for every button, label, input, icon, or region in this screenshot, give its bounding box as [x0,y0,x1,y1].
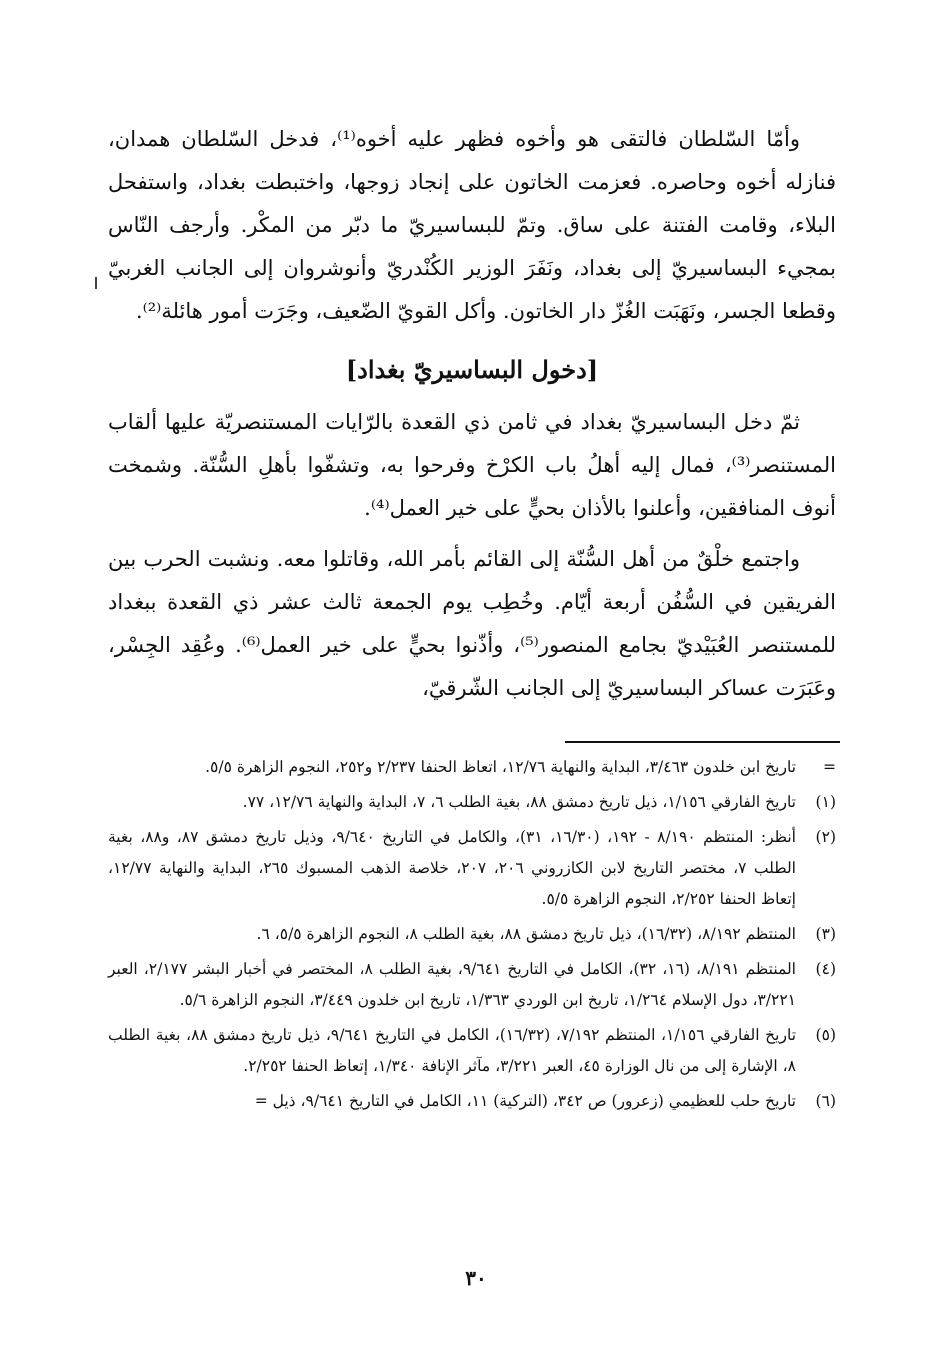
main-text-body [108,118,836,710]
footnote-marker: (٦) [815,1092,836,1110]
margin-mark [95,277,97,289]
paragraph-2: ثمّ دخل البساسيريّ بغداد في ثامن ذي القعدة بالرّايات المستنصريّة عليها ألقاب المستنصر⁽³⁾، فمال إليه أهلُ باب الكرْخ وفرحوا به، وتشفّوا بأهلِ السُّنّة. وشمخت أنوف المنافقين، وأعلنوا بالأذان بحيٍّ على خير العمل⁽⁴⁾. [108,410,836,520]
footnote-4 [108,954,836,1016]
footnote-separator-line [565,741,840,743]
footnote-marker: (٤) [815,960,836,978]
footnote-text: تاريخ حلب للعظيمي (زعرور) ص ٣٤٢، (التركية) ١١، الكامل في التاريخ ٩/٦٤١، ذيل = [254,1092,796,1110]
footnote-marker: (١) [815,793,836,811]
footnotes-section [108,752,836,1121]
footnote-3 [108,919,836,950]
page-number: ٣٠ [465,1266,487,1290]
footnote-text: تاريخ الفارقي ١/١٥٦، ذيل تاريخ دمشق ٨٨، بغية الطلب ٦، ٧، البداية والنهاية ١٢/٧٦، ٧٧. [242,793,796,811]
footnote-text: المنتظم ٨/١٩٢، (١٦/٣٢)، ذيل تاريخ دمشق ٨٨، بغية الطلب ٨، النجوم الزاهرة ٥/٥، ٦. [256,925,796,943]
paragraph-1: وأمّا السّلطان فالتقى هو وأخوه فظهر عليه أخوه⁽¹⁾، فدخل السّلطان همدان، فنازله أخوه وحاصره. فعزمت الخاتون على إنجاد زوجها، واختبطت بغداد، واستفحل البلاء، وقامت الفتنة على ساق. وتمّ للبساسيريّ ما دبّر من المكْر. وأرجف النّاس بمجيء البساسيريّ إلى بغداد، ونَفَرَ الوزير الكُنْدريّ وأنوشروان إلى الجانب الغربيّ وقطعا الجسر، ونَهَبَت الغُزّ دار الخاتون. وأكل القويّ الضّعيف، وجَرَت أمور هائلة⁽²⁾. [108,127,836,323]
footnote-marker: (٣) [815,925,836,943]
section-heading: [دخول البساسيريّ بغداد] [345,355,599,384]
footnote-2 [108,822,836,915]
paragraph-3: واجتمع خلْقٌ من أهل السُّنّة إلى القائم بأمر الله، وقاتلوا معه. ونشبت الحرب بين الفريقين في السُّفُن أربعة أيّام. وخُطِب يوم الجمعة ثالث عشر ذي القعدة ببغداد للمستنصر العُبَيْديّ بجامع المنصور⁽⁵⁾، وأذّنوا بحيٍّ على خير العمل⁽⁶⁾. وعُقِد الجِسْر، وعَبَرَت عساكر البساسيريّ إلى الجانب الشّرقيّ، [108,547,837,700]
footnote-text: المنتظم ٨/١٩١، (١٦، ٣٢)، الكامل في التاريخ ٩/٦٤١، بغية الطلب ٨، المختصر في أخبار البشر ٢/١٧٧، العبر ٣/٢٢١، دول الإسلام ١/٢٦٤، تاريخ ابن الوردي ١/٣٦٣، تاريخ ابن خلدون ٣/٤٤٩، النجوم الزاهرة ٥/٦. [108,960,796,1009]
footnote-marker: (٢) [815,828,836,846]
footnote-5 [108,1020,836,1082]
footnote-text: تاريخ ابن خلدون ٣/٤٦٣، البداية والنهاية ١٢/٧٦، اتعاظ الحنفا ٢/٢٣٧ و٢٥٢، النجوم الزاهرة ٥/٥. [205,758,796,776]
footnote-6 [108,1086,836,1117]
footnote-1 [108,787,836,818]
footnote-continuation [108,752,836,783]
footnote-marker: (٥) [815,1026,836,1044]
footnote-marker: = [823,758,836,776]
footnote-text: أنظر: المنتظم ٨/١٩٠ - ١٩٢، (١٦/٣٠، ٣١)، والكامل في التاريخ ٩/٦٤٠، وذيل تاريخ دمشق ٨٧، و٨٨، بغية الطلب ٧، مختصر التاريخ لابن الكازروني ٢٠٦، ٢٠٧، خلاصة الذهب المسبوك ٢٦٥، البداية والنهاية ١٢/٧٧، إتعاظ الحنفا ٢/٢٥٢، النجوم الزاهرة ٥/٥. [108,828,796,908]
footnote-text: تاريخ الفارقي ١/١٥٦، المنتظم ٧/١٩٢، (١٦/٣٢)، الكامل في التاريخ ٩/٦٤١، ذيل تاريخ دمشق ٨٨، بغية الطلب ٨، الإشارة إلى من نال الوزارة ٤٥، العبر ٣/٢٢١، مآثر الإنافة ١/٣٤٠، إتعاظ الحنفا ٢/٢٥٢. [108,1026,797,1075]
